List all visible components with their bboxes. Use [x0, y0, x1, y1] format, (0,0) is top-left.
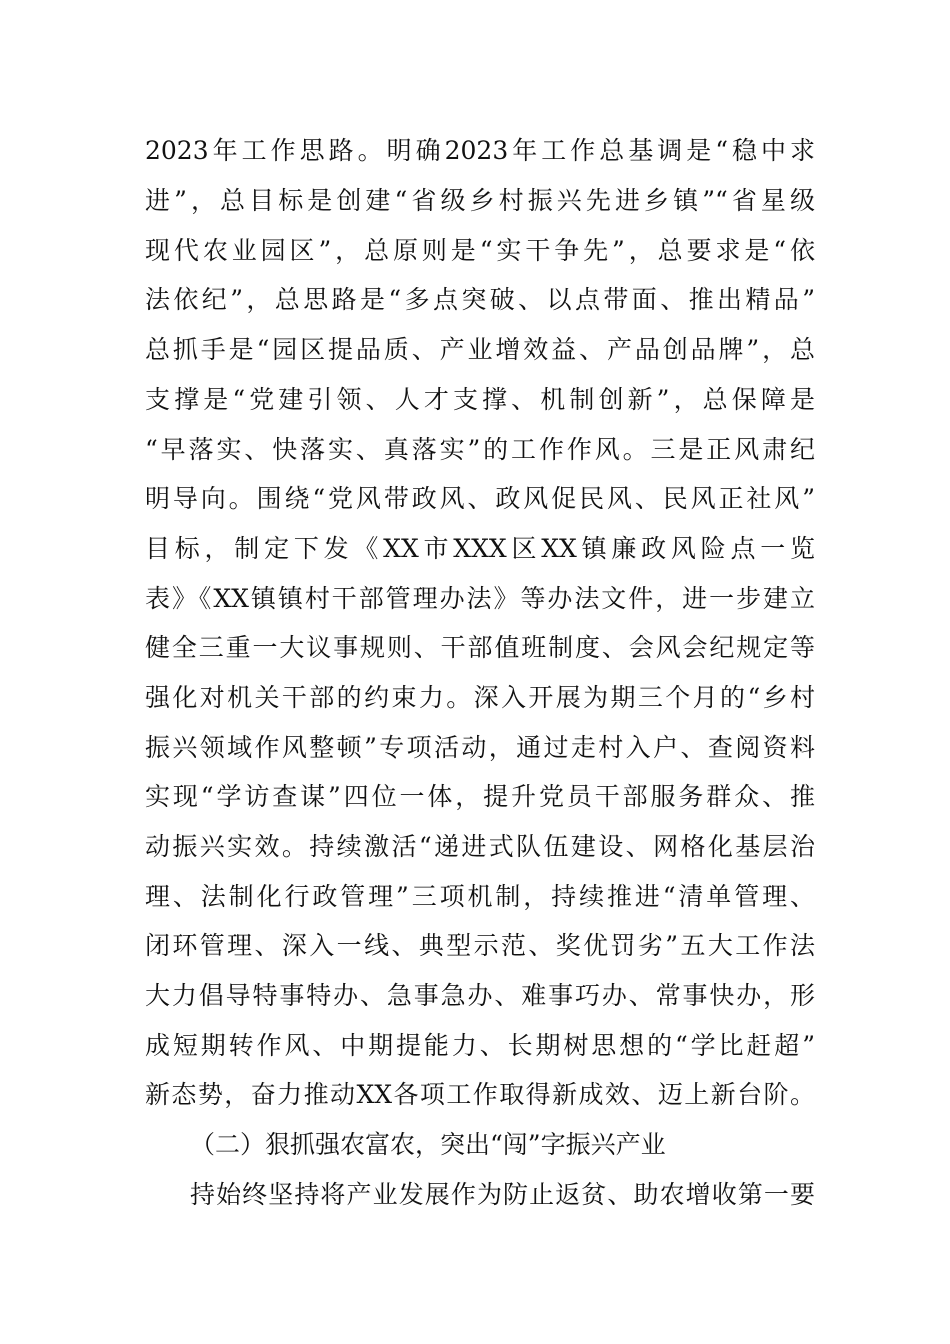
body-text-line: 新态势，奋力推动XX各项工作取得新成效、迈上新台阶。: [145, 1080, 815, 1109]
body-text-line: 理、法制化行政管理”三项机制，持续推进“清单管理、: [145, 882, 815, 911]
body-text-line: 强化对机关干部的约束力。深入开展为期三个月的“乡村: [145, 683, 815, 712]
paragraph-first-line: 持始终坚持将产业发展作为防止返贫、助农增收第一要: [190, 1180, 815, 1209]
body-text-line: 支撑是“党建引领、人才支撑、机制创新”，总保障是: [145, 385, 815, 414]
body-text-line: 闭环管理、深入一线、典型示范、奖优罚劣”五大工作法: [145, 931, 815, 960]
body-text-line: 现代农业园区”，总原则是“实干争先”，总要求是“依: [145, 236, 815, 265]
body-text-line: 法依纪”，总思路是“多点突破、以点带面、推出精品”: [145, 285, 815, 314]
body-text-line: “早落实、快落实、真落实”的工作作风。三是正风肃纪: [145, 435, 815, 464]
body-text-line: 成短期转作风、中期提能力、长期树思想的“学比赶超”: [145, 1031, 815, 1060]
body-text-line: 总抓手是“园区提品质、产业增效益、产品创品牌”，总: [145, 335, 815, 364]
section-heading: （二）狠抓强农富农，突出“闯”字振兴产业: [190, 1130, 666, 1159]
body-text-line: 目标，制定下发《XX市XXX区XX镇廉政风险点一览: [145, 534, 815, 563]
body-text-line: 2023年工作思路。明确2023年工作总基调是“稳中求: [145, 136, 815, 165]
body-text-line: 振兴领域作风整顿”专项活动，通过走村入户、查阅资料: [145, 733, 815, 762]
body-text-line: 进”，总目标是创建“省级乡村振兴先进乡镇”“省星级: [145, 186, 815, 215]
body-text-line: 健全三重一大议事规则、干部值班制度、会风会纪规定等: [145, 633, 815, 662]
body-text-line: 大力倡导特事特办、急事急办、难事巧办、常事快办，形: [145, 981, 815, 1010]
body-text-line: 表》《XX镇镇村干部管理办法》等办法文件，进一步建立: [145, 584, 815, 613]
body-text-line: 动振兴实效。持续激活“递进式队伍建设、网格化基层治: [145, 832, 815, 861]
body-text-line: 实现“学访查谋”四位一体，提升党员干部服务群众、推: [145, 782, 815, 811]
body-text-line: 明导向。围绕“党风带政风、政风促民风、民风正社风”: [145, 484, 815, 513]
